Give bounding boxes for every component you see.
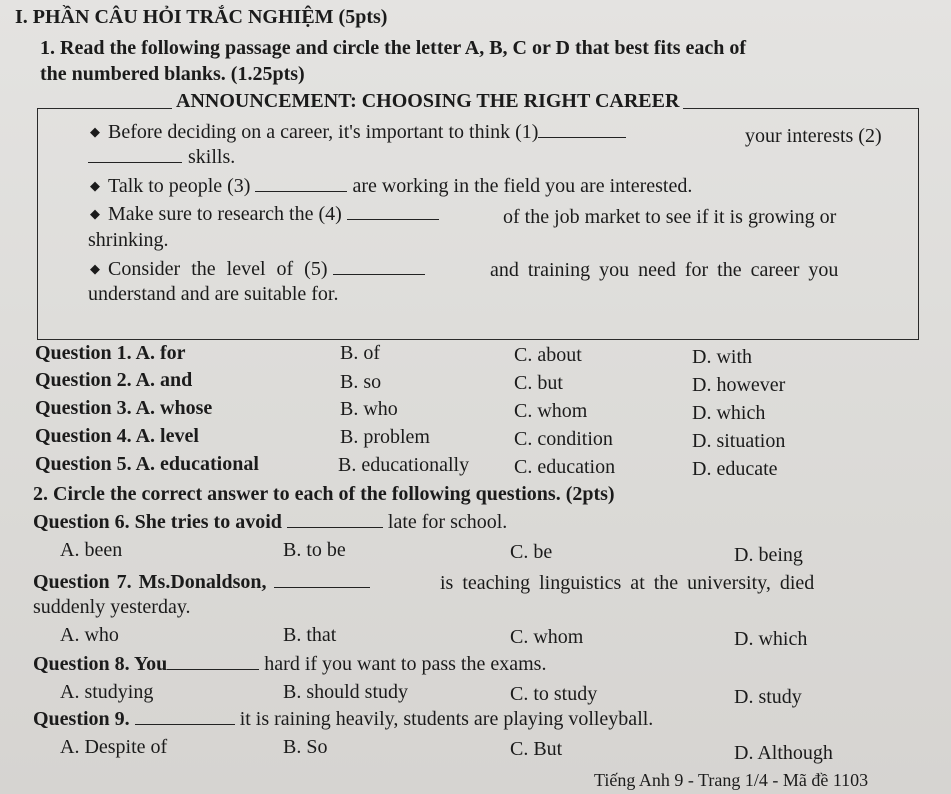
q4-option-d[interactable]: D. situation bbox=[692, 430, 786, 452]
bullet-2-text-b: are working in the field you are interested. bbox=[352, 175, 693, 197]
q9-option-a[interactable]: A. Despite of bbox=[60, 736, 168, 758]
bullet-4-text-a: Consider the level of (5) bbox=[108, 258, 328, 280]
q1-option-d[interactable]: D. with bbox=[692, 346, 752, 368]
page-footer: Tiếng Anh 9 - Trang 1/4 - Mã đề 1103 bbox=[594, 770, 869, 790]
section1-instruction-line1: 1. Read the following passage and circle the letter A, B, C or D that best fits each of bbox=[40, 37, 747, 59]
q9-stem: Question 9. it is raining heavily, students are playing volleyball. bbox=[33, 708, 654, 730]
q7-option-c[interactable]: C. whom bbox=[510, 626, 584, 648]
q5-option-c[interactable]: C. education bbox=[514, 456, 616, 478]
announcement-title: ANNOUNCEMENT: CHOOSING THE RIGHT CAREER bbox=[172, 90, 683, 113]
bullet-3-text-a: Make sure to research the (4) bbox=[108, 203, 342, 225]
q3-label: Question 3. A. whose bbox=[35, 397, 213, 419]
q5-option-d[interactable]: D. educate bbox=[692, 458, 778, 480]
q7-option-a[interactable]: A. who bbox=[60, 624, 119, 646]
bullet-3-text-b: of the job market to see if it is growing or bbox=[503, 206, 837, 228]
bullet-4-text-b: and training you need for the career you bbox=[490, 259, 839, 281]
q7-blank[interactable] bbox=[274, 573, 370, 588]
q1-label: Question 1. A. for bbox=[35, 342, 186, 364]
bullet-1-text-b: your interests (2) bbox=[745, 125, 882, 147]
bullet-2 bbox=[90, 175, 692, 198]
blank-3[interactable] bbox=[255, 177, 347, 192]
q6-option-a[interactable]: A. been bbox=[60, 539, 123, 561]
section1-instruction-line2: the numbered blanks. (1.25pts) bbox=[40, 63, 305, 85]
bullet-4-line2: understand and are suitable for. bbox=[88, 283, 339, 305]
q8-blank[interactable] bbox=[167, 655, 259, 670]
q8-option-d[interactable]: D. study bbox=[734, 686, 802, 708]
q7-stem: Question 7. Ms.Donaldson, bbox=[33, 571, 370, 594]
q2-option-c[interactable]: C. but bbox=[514, 372, 563, 394]
q9-blank[interactable] bbox=[135, 710, 235, 725]
q9-option-d[interactable]: D. Although bbox=[734, 742, 833, 764]
q7-stem-b: is teaching linguistics at the university, died bbox=[440, 572, 815, 594]
q2-option-b[interactable]: B. so bbox=[340, 371, 382, 393]
q9-option-c[interactable]: C. But bbox=[510, 738, 563, 760]
q6-option-b[interactable]: B. to be bbox=[283, 539, 346, 561]
q7-stem-line2: suddenly yesterday. bbox=[33, 596, 191, 618]
diamond-bullet-icon: ◆ bbox=[90, 206, 100, 221]
q3-option-c[interactable]: C. whom bbox=[514, 400, 588, 422]
blank-2[interactable] bbox=[88, 148, 182, 163]
bullet-2-text-a: Talk to people (3) bbox=[108, 175, 251, 197]
q5-option-b[interactable]: B. educationally bbox=[338, 454, 470, 476]
q4-option-b[interactable]: B. problem bbox=[340, 426, 430, 448]
q2-label: Question 2. A. and bbox=[35, 369, 193, 391]
bullet-3 bbox=[90, 203, 439, 226]
q8-option-a[interactable]: A. studying bbox=[60, 681, 154, 703]
q9-option-b[interactable]: B. So bbox=[283, 736, 328, 758]
q6-option-c[interactable]: C. be bbox=[510, 541, 553, 563]
bullet-1 bbox=[90, 121, 626, 144]
q8-option-c[interactable]: C. to study bbox=[510, 683, 598, 705]
q3-option-d[interactable]: D. which bbox=[692, 402, 766, 424]
q3-option-b[interactable]: B. who bbox=[340, 398, 398, 420]
q8-option-b[interactable]: B. should study bbox=[283, 681, 409, 703]
q6-blank[interactable] bbox=[287, 513, 383, 528]
section1-title: I. PHẦN CÂU HỎI TRẮC NGHIỆM (5pts) bbox=[15, 6, 388, 28]
bullet-1-line2-text: skills. bbox=[188, 146, 236, 168]
bullet-4 bbox=[90, 258, 425, 281]
diamond-bullet-icon: ◆ bbox=[90, 124, 100, 139]
bullet-1-line2 bbox=[88, 146, 235, 169]
blank-5[interactable] bbox=[333, 260, 425, 275]
q8-stem: Question 8. You hard if you want to pass the exams. bbox=[33, 653, 547, 675]
blank-1[interactable] bbox=[538, 123, 626, 138]
q1-option-b[interactable]: B. of bbox=[340, 342, 380, 364]
bullet-3-line2: shrinking. bbox=[88, 229, 169, 251]
q2-option-d[interactable]: D. however bbox=[692, 374, 786, 396]
bullet-1-text-a: Before deciding on a career, it's important to think (1) bbox=[108, 121, 539, 143]
diamond-bullet-icon: ◆ bbox=[90, 261, 100, 276]
q6-stem: Question 6. She tries to avoid late for school. bbox=[33, 511, 508, 533]
q6-option-d[interactable]: D. being bbox=[734, 544, 803, 566]
section2-instruction: 2. Circle the correct answer to each of the following questions. (2pts) bbox=[33, 483, 615, 505]
q7-option-d[interactable]: D. which bbox=[734, 628, 808, 650]
q1-option-c[interactable]: C. about bbox=[514, 344, 582, 366]
q5-label: Question 5. A. educational bbox=[35, 453, 259, 475]
q4-label: Question 4. A. level bbox=[35, 425, 199, 447]
q4-option-c[interactable]: C. condition bbox=[514, 428, 613, 450]
q7-option-b[interactable]: B. that bbox=[283, 624, 337, 646]
blank-4[interactable] bbox=[347, 205, 439, 220]
diamond-bullet-icon: ◆ bbox=[90, 178, 100, 193]
